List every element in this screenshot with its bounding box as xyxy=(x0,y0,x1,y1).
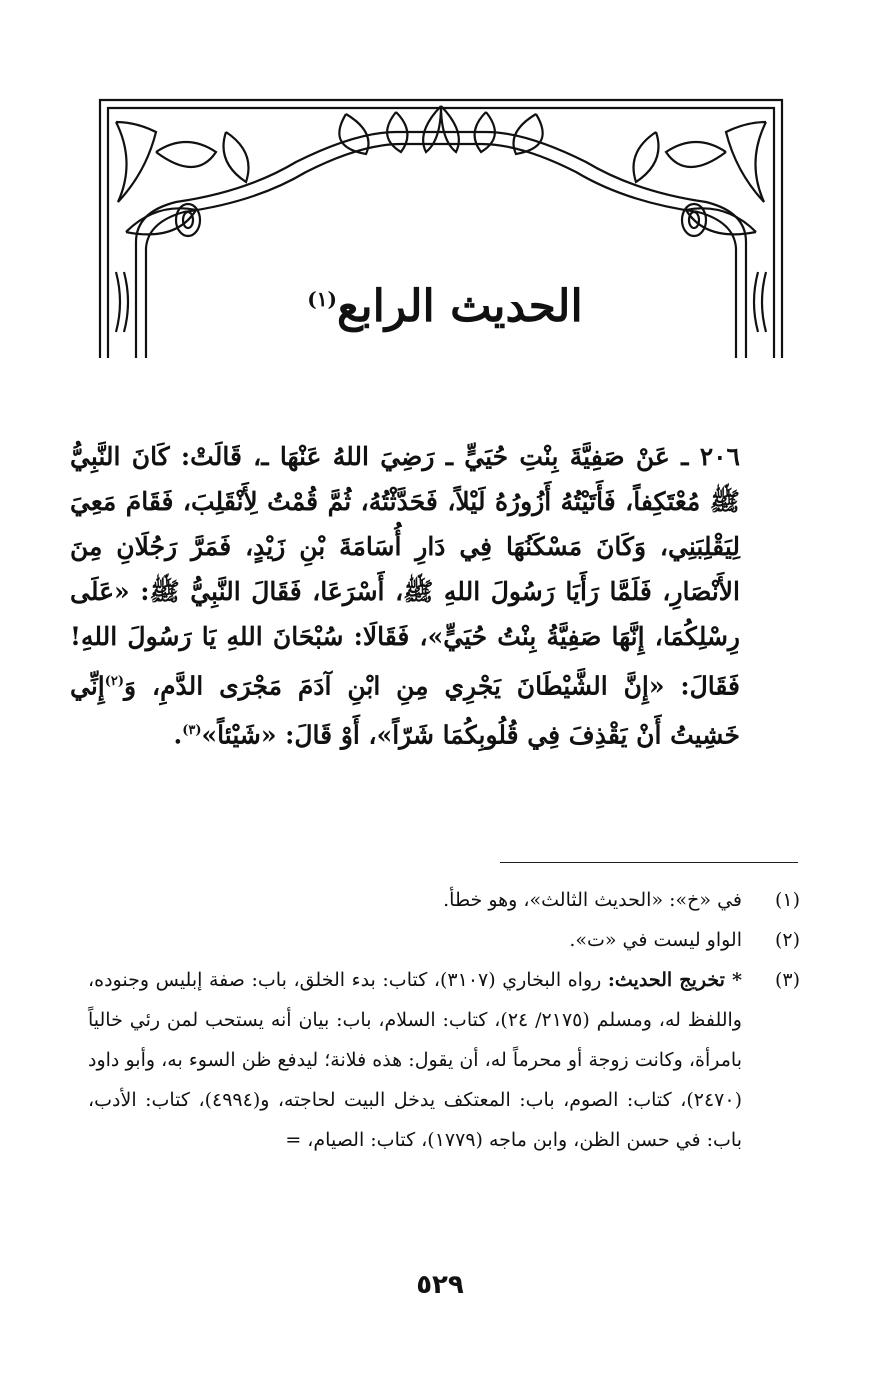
footnote-body: رواه البخاري (٣١٠٧)، كتاب: بدء الخلق، باب: صفة إبليس وجنوده، واللفظ له، ومسلم (٢١٧٥/ ٢٤)، كتاب: السلام، باب: بيان أنه يستحب لمن رئي خالياً بامرأة، وكانت زوجة أو محرماً له، أن يقول: هذه فلانة؛ ليدفع ظن السوء به، وأبو داود (٢٤٧٠)، كتاب: الصوم، باب: المعتكف يدخل البيت لحاجته، و(٤٩٩٤)، كتاب: الأدب، باب: في حسن الظن، وابن ماجه (١٧٧٩)، كتاب: الصيام، = xyxy=(88,969,743,1151)
hadith-body-end: إِنِّي خَشِيتُ أَنْ يَقْذِفَ فِي قُلُوبِكُمَا شَرّاً»، أَوْ قَالَ: «شَيْئاً» xyxy=(70,671,740,750)
hadith-title xyxy=(230,272,660,342)
footnote-separator xyxy=(500,862,798,863)
footnotes xyxy=(88,880,800,1160)
hadith-end-mark: . xyxy=(173,720,183,750)
footnote-item xyxy=(88,920,800,960)
title-footnote-ref: (١) xyxy=(307,287,337,311)
footnote-number: (١) xyxy=(774,889,800,911)
footnote-item xyxy=(88,880,800,920)
footnote-text: في «خ»: «الحديث الثالث»، وهو خطأ. xyxy=(443,889,742,911)
hadith-text xyxy=(70,434,740,758)
page-number: ٥٢٩ xyxy=(416,1270,464,1300)
footnote-text xyxy=(88,960,742,1160)
footnote-ref-2: (٢) xyxy=(104,674,125,689)
hadith-body: ٢٠٦ ـ عَنْ صَفِيَّةَ بِنْتِ حُيَيٍّ ـ رَضِيَ اللهُ عَنْهَا ـ، قَالَتْ: كَانَ النَّبِيُّ ﷺ مُعْتَكِفاً، فَأَتَيْتُهُ أَزُورُهُ لَيْلاً، فَحَدَّثْتُهُ، ثُمَّ قُمْتُ لِأَنْقَلِبَ، فَقَامَ مَعِيَ لِيَقْلِبَنِي، وَكَانَ مَسْكَنُهَا فِي دَارِ أُسَامَةَ بْنِ زَيْدٍ، فَمَرَّ رَجُلَانِ مِنَ الأَنْصَارِ، فَلَمَّا رَأَيَا رَسُولَ اللهِ ﷺ، أَسْرَعَا، فَقَالَ النَّبِيُّ ﷺ: «عَلَى رِسْلِكُمَا، إِنَّهَا صَفِيَّةُ بِنْتُ حُيَيٍّ»، فَقَالَا: سُبْحَانَ اللهِ يَا رَسُولَ اللهِ! فَقَالَ: «إِنَّ الشَّيْطَانَ يَجْرِي مِنِ ابْنِ آدَمَ مَجْرَى الدَّمِ، وَ xyxy=(70,442,740,701)
footnote-text: الواو ليست في «ت». xyxy=(569,929,742,951)
footnote-number: (٣) xyxy=(774,969,800,991)
footnote-ref-3: (٣) xyxy=(182,723,202,739)
footnote-lead: * تخريج الحديث: xyxy=(607,969,742,991)
title-text: الحديث الرابع xyxy=(336,281,583,332)
footnote-number: (٢) xyxy=(774,929,800,951)
footnote-item xyxy=(88,960,800,1160)
